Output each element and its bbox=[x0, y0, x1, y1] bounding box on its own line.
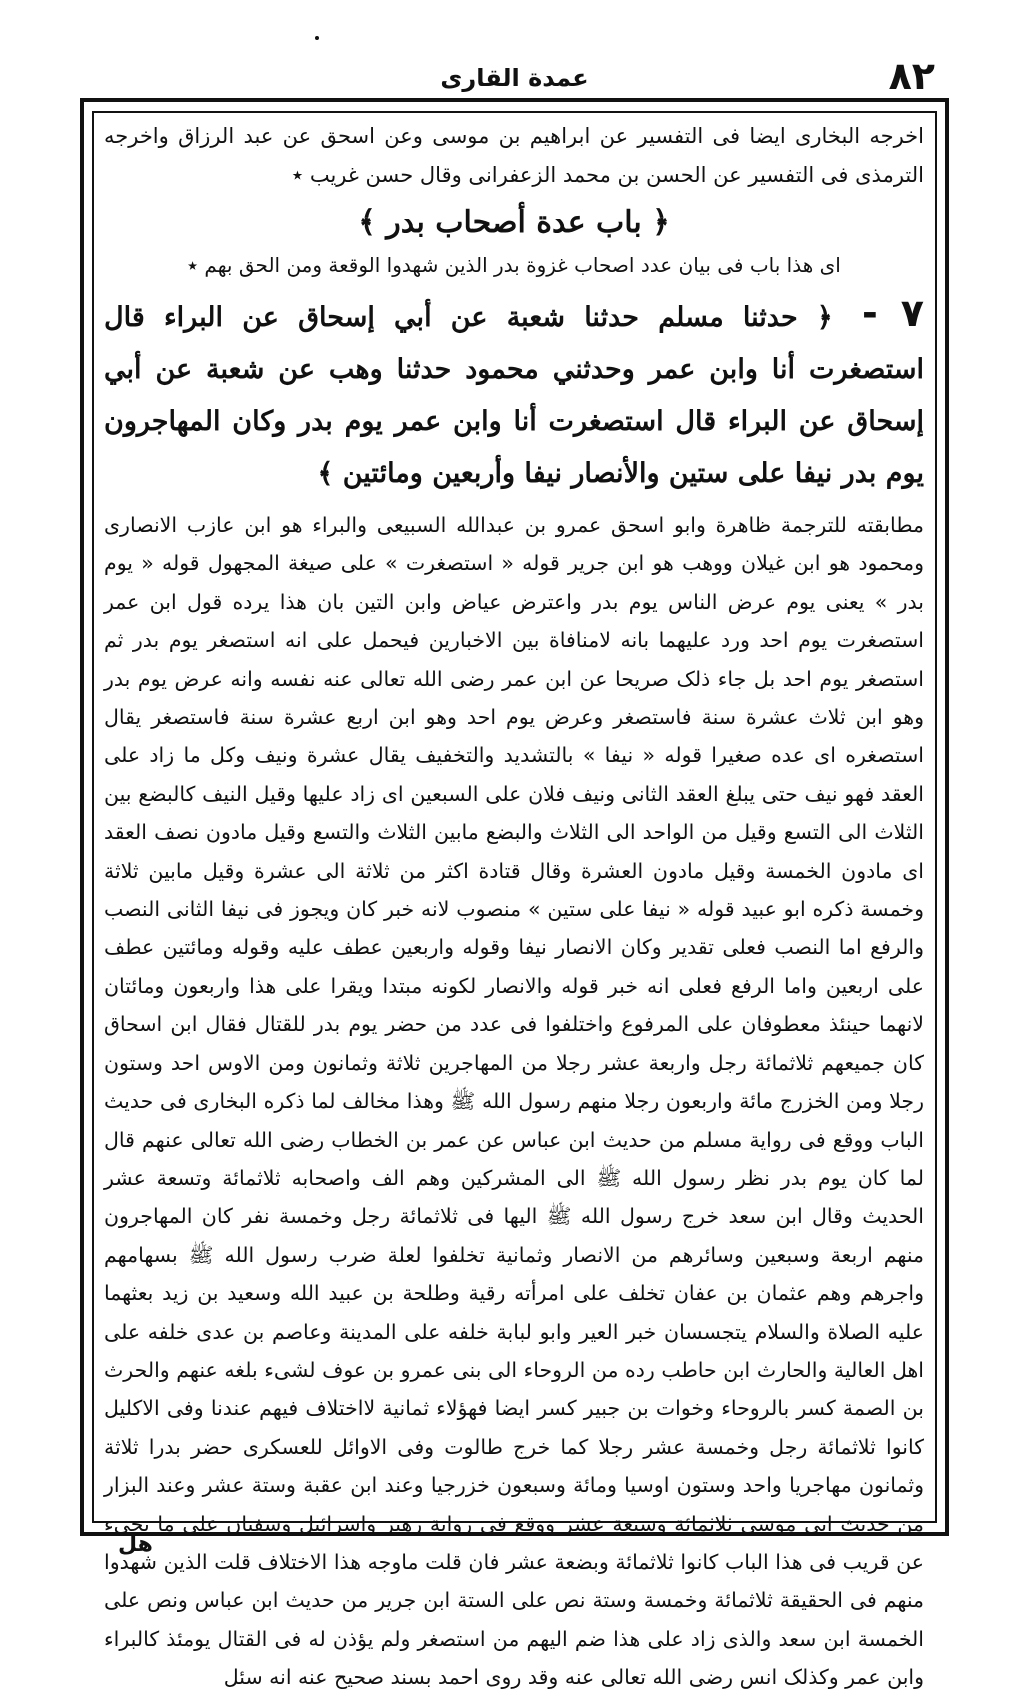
page-dot bbox=[315, 36, 319, 40]
hadith-block bbox=[104, 287, 924, 500]
chapter-subtitle: ای هذا باب فی بیان عدد اصحاب غزوة بدر الذین شهدوا الوقعة ومن الحق بهم ٭ bbox=[187, 253, 841, 277]
page-header bbox=[82, 54, 947, 98]
hadith-number: ٧ - bbox=[861, 291, 924, 335]
catchword: هل bbox=[118, 1532, 153, 1557]
intro-paragraph: اخرجه البخاری ایضا فی التفسیر عن ابراهیم بن موسی وعن اسحق عن عبد الرزاق واخرجه الترمذی فی التفسیر عن الحسن بن محمد الزعفرانی وقال حسن غریب ٭ bbox=[104, 124, 924, 187]
chapter-heading: ﴿ باب عدة أصحاب بدر ﴾ bbox=[358, 205, 670, 240]
page-number: ٨٢ bbox=[888, 54, 935, 98]
page-body bbox=[104, 117, 924, 1690]
commentary-text: مطابقته للترجمة ظاهرة وابو اسحق عمرو بن عبدالله السبیعی والبراء هو ابن عازب الانصاری ومحمود هو ابن غیلان ووهب هو ابن جریر قوله « استصغرت » علی صیغة المجهول قوله « یوم بدر » یعنی یوم عرض الناس یوم بدر واعترض عیاض وابن التین بان هذا یرده قول ابن عمر استصغرت یوم احد ورد علیهما بانه لامنافاة بین الاخبارین فیحمل علی انه استصغر یوم بدر ثم استصغر یوم احد بل جاء ذلک صریحا عن ابن عمر رضی الله تعالی عنه نفسه وانه عرض یوم بدر وهو ابن ثلاث عشرة سنة فاستصغر وعرض یوم احد وهو ابن اربع عشرة سنة فاستصغر یقال استصغره ای عده صغیرا قوله « نیفا » بالتشدید والتخفیف یقال عشرة ونیف وکل ما زاد علی العقد فهو نیف حتی یبلغ العقد الثانی ونیف فلان علی السبعین ای زاد علیها وقیل النیف کالبضع بین الثلاث الی التسع وقیل من الواحد الی الثلاث والبضع مابین الثلاث والتسع وقیل مادون نصف العقد ای مادون الخمسة وقیل مادون العشرة وقال قتادة اکثر من ثلاثة الی عشرة وقیل مابین ثلاثة وخمسة ذکره ابو عبید قوله « نیفا علی ستین » منصوب لانه خبر کان ویجوز فی نیفا الثانی النصب والرفع اما النصب فعلی تقدیر وکان الانصار نیفا وقوله واربعین عطف علیه وقوله ومائتین عطف علی اربعین واما الرفع فعلی انه خبر قوله والانصار لکونه مبتدا ویقرا علی هذا واربعون ومائتان لانهما حینئذ معطوفان علی المرفوع واختلفوا فی عدد من حضر یوم بدر للقتال فقال ابن اسحاق کان جمیعهم ثلاثمائة رجل واربعة عشر رجلا من المهاجرین ثلاثة وثمانون ومن الاوس احد وستون رجلا ومن الخزرج مائة واربعون رجلا منهم رسول الله ﷺ وهذا مخالف لما ذکره البخاری فی حدیث الباب ووقع فی روایة مسلم من حدیث ابن عباس عن عمر بن الخطاب رضی الله تعالی عنهم قال لما کان یوم بدر نظر رسول الله ﷺ الی المشرکین وهم الف واصحابه ثلاثمائة وتسعة عشر الحدیث وقال ابن سعد خرج رسول الله ﷺ الیها فی ثلاثمائة رجل وخمسة نفر کان المهاجرون منهم اربعة وسبعین وسائرهم من الانصار وثمانیة تخلفوا لعلة ضرب رسول الله ﷺ بسهامهم واجرهم وهم عثمان بن عفان تخلف علی امرأته رقیة وطلحة بن عبید الله وسعید بن زید بعثهما علیه الصلاة والسلام یتجسسان خبر العیر وابو لبابة خلفه علی المدینة وعاصم بن عدی خلفه علی اهل العالیة والحارث ابن حاطب رده من الروحاء الی بنی عمرو بن عوف لشیء بلغه عنهم والحرث بن الصمة کسر بالروحاء وخوات بن جبیر کسر ایضا فهؤلاء ثمانیة لااختلاف فیهم عندنا وفی الاکلیل کانوا ثلاثمائة رجل وخمسة عشر رجلا کما خرج طالوت وفی الاوائل للعسکری حضر بدرا ثلاثة وثمانون مهاجریا واحد وستون اوسیا ومائة وسبعون خزرجیا وعند ابن عقبة وستة عشر وعند البزار من حدیث ابی موسی ثلاثمائة وسبعة عشر ووقع فی روایة زهیر واسرائیل وسفیان علی ما یجیء عن قریب فی هذا الباب کانوا ثلاثمائة وبضعة عشر فان قلت ماوجه هذا الاختلاف قلت الذین شهدوا منهم فی الحقیقة ثلاثمائة وخمسة وستة نص علی الستة ابن جریر من حدیث ابن عباس ونص علی الخمسة ابن سعد والذی زاد علی هذا ضم الیهم من استصغر ولم یؤذن له فی القتال یومئذ کالبراء وابن عمر وکذلک انس رضی الله تعالی عنه وقد روی احمد بسند صحیح عنه انه سئل bbox=[104, 513, 924, 1690]
hadith-text: ﴿ حدثنا مسلم حدثنا شعبة عن أبي إسحاق عن البراء قال استصغرت أنا وابن عمر وحدثني محمود حدثنا وهب عن شعبة عن أبي إسحاق عن البراء قال استصغرت أنا وابن عمر يوم بدر وكان المهاجرون يوم بدر نيفا على ستين والأنصار نيفا وأربعين ومائتين ﴾ bbox=[104, 302, 924, 489]
running-title: عمدة القاری bbox=[440, 64, 589, 92]
